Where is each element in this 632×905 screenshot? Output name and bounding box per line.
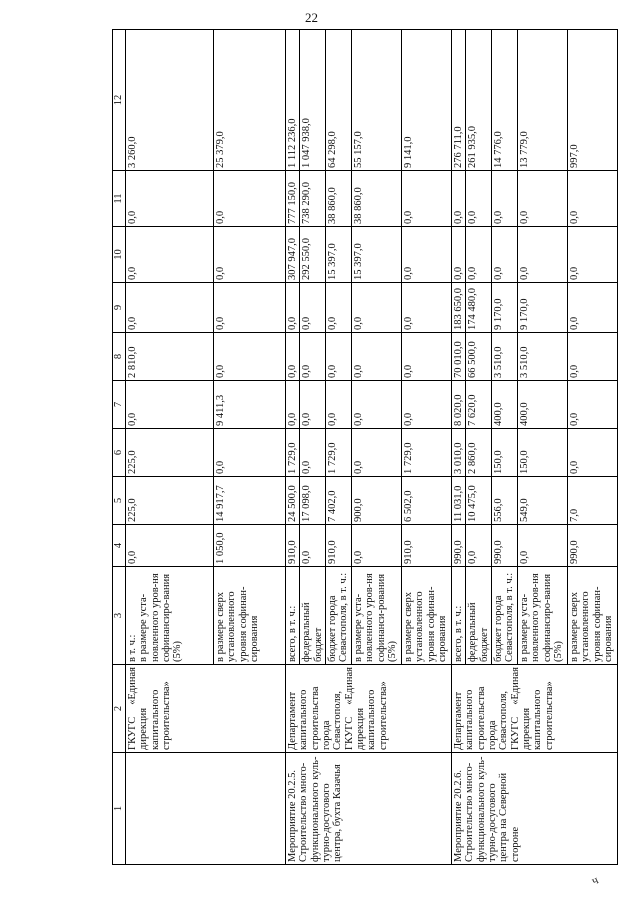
value-cell: 9 170,0	[491, 283, 517, 333]
value-cell: 0,0	[351, 333, 401, 381]
value-cell: 0,0	[126, 381, 214, 429]
value-cell: 549,0	[517, 477, 567, 525]
value-cell: 1 047 938,0	[300, 30, 326, 171]
value-cell: 910,0	[286, 525, 300, 567]
measure-cell	[126, 753, 286, 865]
value-cell: 70 010,0	[451, 333, 465, 381]
value-cell: 0,0	[300, 283, 326, 333]
value-cell: 11 031,0	[451, 477, 465, 525]
value-cell: 0,0	[214, 333, 286, 381]
header-cell: 10	[113, 227, 126, 283]
header-cell: 4	[113, 525, 126, 567]
funding-source-cell: в размере сверх установленного уровня софинан-сирования	[401, 567, 451, 665]
value-cell: 0,0	[517, 227, 567, 283]
value-cell: 556,0	[491, 477, 517, 525]
value-cell: 0,0	[126, 227, 214, 283]
value-cell: 10 475,0	[466, 477, 492, 525]
funding-source-cell: в размере уста-новленного уров-ня софинанси-рования (5%)	[351, 567, 401, 665]
funding-source-cell: в размере уста-новленного уров-ня софинансиро-вания (5%)	[517, 567, 567, 665]
table-row	[126, 30, 214, 865]
value-cell: 0,0	[517, 525, 567, 567]
value-cell: 0,0	[567, 333, 617, 381]
value-cell: 777 150,0	[286, 171, 300, 227]
value-cell: 0,0	[286, 333, 300, 381]
value-cell: 0,0	[466, 227, 492, 283]
funding-source-cell: всего, в т. ч.:	[286, 567, 300, 665]
rotated-table-container	[112, 30, 614, 865]
funding-source-cell: федеральный бюджет	[300, 567, 326, 665]
value-cell: 14 917,7	[214, 477, 286, 525]
measure-title-cell: Мероприятие 20.2.6. Строительство много-функционального куль-турно-досугового центра на Северной стороне	[451, 753, 617, 865]
value-cell: 0,0	[401, 171, 451, 227]
value-cell: 0,0	[351, 283, 401, 333]
value-cell: 990,0	[491, 525, 517, 567]
value-cell: 6 502,0	[401, 477, 451, 525]
header-cell: 11	[113, 171, 126, 227]
header-cell: 8	[113, 333, 126, 381]
value-cell: 1 050,0	[214, 525, 286, 567]
value-cell: 25 379,0	[214, 30, 286, 171]
header-cell: 12	[113, 30, 126, 171]
value-cell: 0,0	[567, 429, 617, 477]
value-cell: 3 010,0	[451, 429, 465, 477]
value-cell: 7 402,0	[325, 477, 351, 525]
value-cell: 900,0	[351, 477, 401, 525]
value-cell: 3 260,0	[126, 30, 214, 171]
footer-mark: ч	[589, 872, 601, 888]
executor-cell: ГКУГС «Единая дирекция капитального строительства»	[126, 665, 286, 753]
funding-source-cell: федеральный бюджет	[466, 567, 492, 665]
value-cell: 0,0	[214, 429, 286, 477]
value-cell: 174 480,0	[466, 283, 492, 333]
value-cell: 9 411,3	[214, 381, 286, 429]
value-cell: 15 397,0	[351, 227, 401, 283]
value-cell: 17 098,0	[300, 477, 326, 525]
header-row	[113, 30, 126, 865]
value-cell: 0,0	[491, 171, 517, 227]
header-cell: 6	[113, 429, 126, 477]
value-cell: 0,0	[214, 283, 286, 333]
value-cell: 64 298,0	[325, 30, 351, 171]
measure-title-cell: Мероприятие 20.2.5. Строительство много-функционального куль-турно-досугового центра, бухта Казачья	[286, 753, 452, 865]
value-cell: 7 620,0	[466, 381, 492, 429]
value-cell: 307 947,0	[286, 227, 300, 283]
value-cell: 292 550,0	[300, 227, 326, 283]
value-cell: 0,0	[517, 171, 567, 227]
value-cell: 0,0	[451, 171, 465, 227]
value-cell: 0,0	[451, 227, 465, 283]
value-cell: 0,0	[466, 171, 492, 227]
value-cell: 24 500,0	[286, 477, 300, 525]
value-cell: 2 810,0	[126, 333, 214, 381]
funding-source-cell: в размере сверх установленного уровня софинан-сирования	[567, 567, 617, 665]
value-cell: 0,0	[286, 283, 300, 333]
value-cell: 0,0	[325, 333, 351, 381]
value-cell: 276 711,0	[451, 30, 465, 171]
value-cell: 9 170,0	[517, 283, 567, 333]
value-cell: 2 860,0	[466, 429, 492, 477]
value-cell: 0,0	[491, 227, 517, 283]
value-cell: 1 729,0	[325, 429, 351, 477]
value-cell: 0,0	[325, 283, 351, 333]
value-cell: 55 157,0	[351, 30, 401, 171]
value-cell: 150,0	[517, 429, 567, 477]
value-cell: 0,0	[300, 381, 326, 429]
funding-source-cell: в т. ч.: в размере уста-новленного уров-ня софинансиро-вания (5%)	[126, 567, 214, 665]
funding-source-cell: бюджет города Севастополя, в т. ч.:	[491, 567, 517, 665]
value-cell: 66 500,0	[466, 333, 492, 381]
value-cell: 990,0	[451, 525, 465, 567]
value-cell: 0,0	[300, 333, 326, 381]
value-cell: 910,0	[401, 525, 451, 567]
executor-cell: Департамент капитального строительства города Севастополя, ГКУГС «Единая дирекция капитального строительства»	[286, 665, 452, 753]
value-cell: 0,0	[401, 381, 451, 429]
funding-source-cell: в размере сверх установленного уровня софинан-сирования	[214, 567, 286, 665]
value-cell: 997,0	[567, 30, 617, 171]
value-cell: 3 510,0	[517, 333, 567, 381]
value-cell: 400,0	[517, 381, 567, 429]
value-cell: 3 510,0	[491, 333, 517, 381]
value-cell: 13 779,0	[517, 30, 567, 171]
value-cell: 261 935,0	[466, 30, 492, 171]
value-cell: 9 141,0	[401, 30, 451, 171]
value-cell: 0,0	[401, 283, 451, 333]
header-cell: 9	[113, 283, 126, 333]
value-cell: 0,0	[300, 525, 326, 567]
header-cell: 2	[113, 665, 126, 753]
value-cell: 38 860,0	[351, 171, 401, 227]
value-cell: 0,0	[567, 283, 617, 333]
table-row	[451, 30, 465, 865]
value-cell: 183 650,0	[451, 283, 465, 333]
funding-source-cell: бюджет города Севастополя, в т. ч.:	[325, 567, 351, 665]
value-cell: 0,0	[567, 171, 617, 227]
value-cell: 0,0	[351, 429, 401, 477]
value-cell: 0,0	[126, 525, 214, 567]
value-cell: 7,0	[567, 477, 617, 525]
value-cell: 0,0	[286, 381, 300, 429]
header-cell: 5	[113, 477, 126, 525]
value-cell: 15 397,0	[325, 227, 351, 283]
value-cell: 38 860,0	[325, 171, 351, 227]
value-cell: 400,0	[491, 381, 517, 429]
header-cell: 7	[113, 381, 126, 429]
value-cell: 225,0	[126, 429, 214, 477]
value-cell: 0,0	[351, 525, 401, 567]
value-cell: 8 020,0	[451, 381, 465, 429]
value-cell: 1 729,0	[286, 429, 300, 477]
table-row	[286, 30, 300, 865]
value-cell: 0,0	[567, 227, 617, 283]
header-cell: 1	[113, 753, 126, 865]
budget-table	[112, 29, 618, 865]
value-cell: 0,0	[567, 381, 617, 429]
value-cell: 0,0	[214, 227, 286, 283]
value-cell: 1 729,0	[401, 429, 451, 477]
value-cell: 150,0	[491, 429, 517, 477]
value-cell: 0,0	[401, 333, 451, 381]
value-cell: 0,0	[214, 171, 286, 227]
page-number: 22	[305, 10, 318, 25]
funding-source-cell: всего, в т. ч.:	[451, 567, 465, 665]
value-cell: 0,0	[401, 227, 451, 283]
header-cell: 3	[113, 567, 126, 665]
value-cell: 0,0	[300, 429, 326, 477]
value-cell: 0,0	[126, 171, 214, 227]
rotated-table-wrapper	[112, 30, 614, 865]
value-cell: 0,0	[325, 381, 351, 429]
executor-cell: Департамент капитального строительства города Севастополя, ГКУГС «Единая дирекция капитального строительства»	[451, 665, 617, 753]
value-cell: 738 290,0	[300, 171, 326, 227]
value-cell: 910,0	[325, 525, 351, 567]
value-cell: 1 112 236,0	[286, 30, 300, 171]
value-cell: 0,0	[351, 381, 401, 429]
value-cell: 14 776,0	[491, 30, 517, 171]
value-cell: 990,0	[567, 525, 617, 567]
value-cell: 0,0	[126, 283, 214, 333]
value-cell: 225,0	[126, 477, 214, 525]
value-cell: 0,0	[466, 525, 492, 567]
